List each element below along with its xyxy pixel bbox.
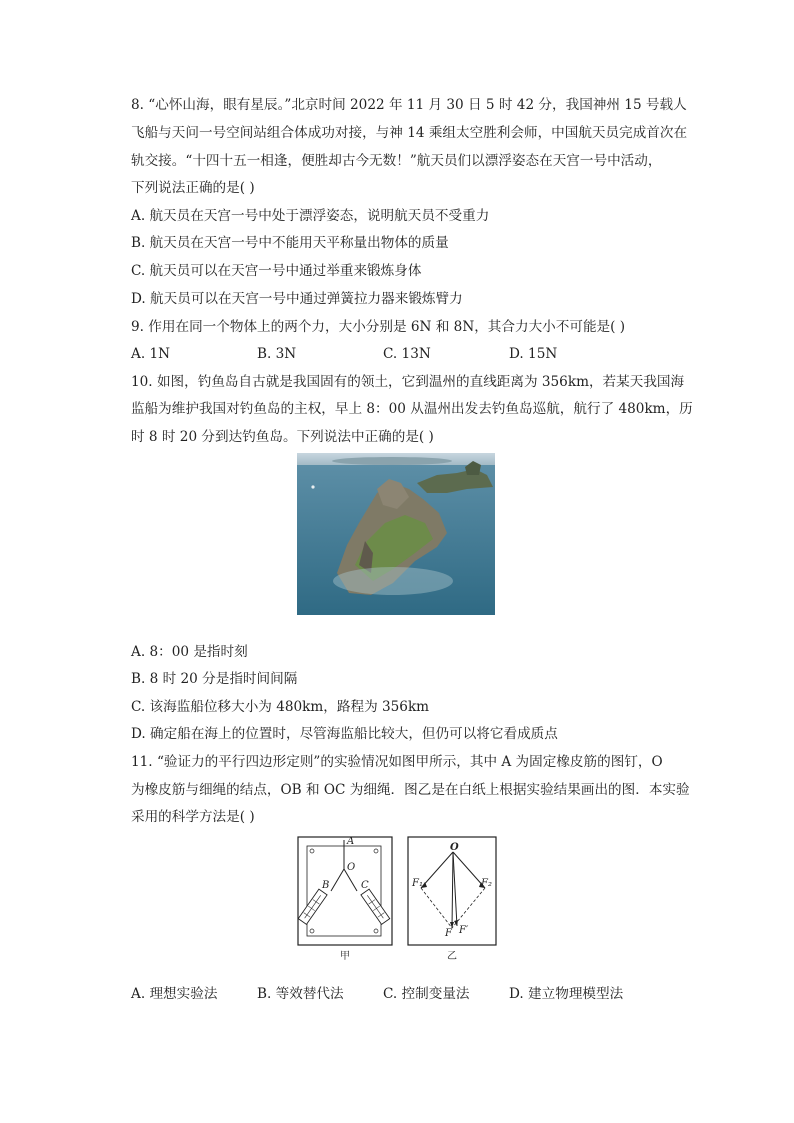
q8-option-b: B. 航天员在天宫一号中不能用天平称量出物体的质量	[131, 235, 449, 251]
figure-jia-caption: 甲	[340, 951, 350, 962]
figure-yi	[407, 836, 497, 962]
q11-option-c: C. 控制变量法	[383, 986, 470, 1002]
figure-yi-label-f2: F₂	[481, 878, 492, 889]
figure-yi-label-f1: F₁	[412, 878, 423, 889]
figure-jia-label-o: O	[347, 862, 356, 873]
figure-yi-label-f: F	[445, 928, 452, 939]
figure-yi-drawing	[407, 836, 497, 962]
figure-yi-label-f-prime: F′	[459, 925, 469, 936]
figure-jia	[297, 836, 393, 962]
q10-stem-line-3: 时 8 时 20 分到达钓鱼岛。下列说法中正确的是( )	[131, 429, 434, 445]
q9-option-b: B. 3N	[257, 346, 297, 362]
q10-stem-line-1: 10. 如图，钓鱼岛自古就是我国固有的领土，它到温州的直线距离为 356km，若某天我国海	[131, 374, 685, 390]
q8-option-d: D. 航天员可以在天宫一号中通过弹簧拉力器来锻炼臂力	[131, 291, 463, 307]
figure-jia-drawing	[297, 836, 393, 962]
q9-option-a: A. 1N	[131, 346, 171, 362]
q10-option-c: C. 该海监船位移大小为 480km，路程为 356km	[131, 699, 430, 715]
figure-jia-label-c: C	[361, 880, 369, 891]
diaoyu-island-photo	[297, 453, 495, 615]
figure-jia-label-a: A	[347, 836, 355, 847]
island-photo-drawing	[297, 453, 495, 615]
q10-option-d: D. 确定船在海上的位置时，尽管海监船比较大，但仍可以将它看成质点	[131, 726, 558, 742]
q11-option-a: A. 理想实验法	[131, 986, 218, 1002]
figure-yi-label-o: O	[450, 842, 459, 853]
q11-stem-line-3: 采用的科学方法是( )	[131, 809, 255, 825]
q11-option-d: D. 建立物理模型法	[509, 986, 624, 1002]
q8-option-a: A. 航天员在天宫一号中处于漂浮姿态，说明航天员不受重力	[131, 208, 490, 224]
q8-stem-line-1: 8. “心怀山海，眼有星辰。”北京时间 2022 年 11 月 30 日 5 时 42 分，我国神州 15 号载人	[131, 97, 687, 113]
q9-stem: 9. 作用在同一个物体上的两个力，大小分别是 6N 和 8N，其合力大小不可能是( )	[131, 319, 626, 335]
q9-option-c: C. 13N	[383, 346, 431, 362]
q8-stem-line-4: 下列说法正确的是( )	[131, 180, 255, 196]
q11-option-b: B. 等效替代法	[257, 986, 344, 1002]
q11-stem-line-2: 为橡皮筋与细绳的结点，OB 和 OC 为细绳．图乙是在白纸上根据实验结果画出的图．本实验	[131, 782, 690, 798]
q8-stem-line-3: 轨交接。“十四十五一相逢，便胜却古今无数！”航天员们以漂浮姿态在天宫一号中活动，	[131, 153, 662, 169]
figure-yi-caption: 乙	[447, 951, 457, 962]
q8-option-c: C. 航天员可以在天宫一号中通过举重来锻炼身体	[131, 263, 422, 279]
figure-jia-label-b: B	[322, 880, 330, 891]
q9-option-d: D. 15N	[509, 346, 558, 362]
q10-stem-line-2: 监船为维护我国对钓鱼岛的主权，早上 8：00 从温州出发去钓鱼岛巡航，航行了 480km，历	[131, 401, 693, 417]
q10-option-a: A. 8：00 是指时刻	[131, 644, 248, 660]
q11-stem-line-1: 11. “验证力的平行四边形定则”的实验情况如图甲所示，其中 A 为固定橡皮筋的图钉，O	[131, 754, 663, 770]
q10-option-b: B. 8 时 20 分是指时间间隔	[131, 671, 298, 687]
q8-stem-line-2: 飞船与天问一号空间站组合体成功对接，与神 14 乘组太空胜利会师，中国航天员完成首次在	[131, 125, 688, 141]
